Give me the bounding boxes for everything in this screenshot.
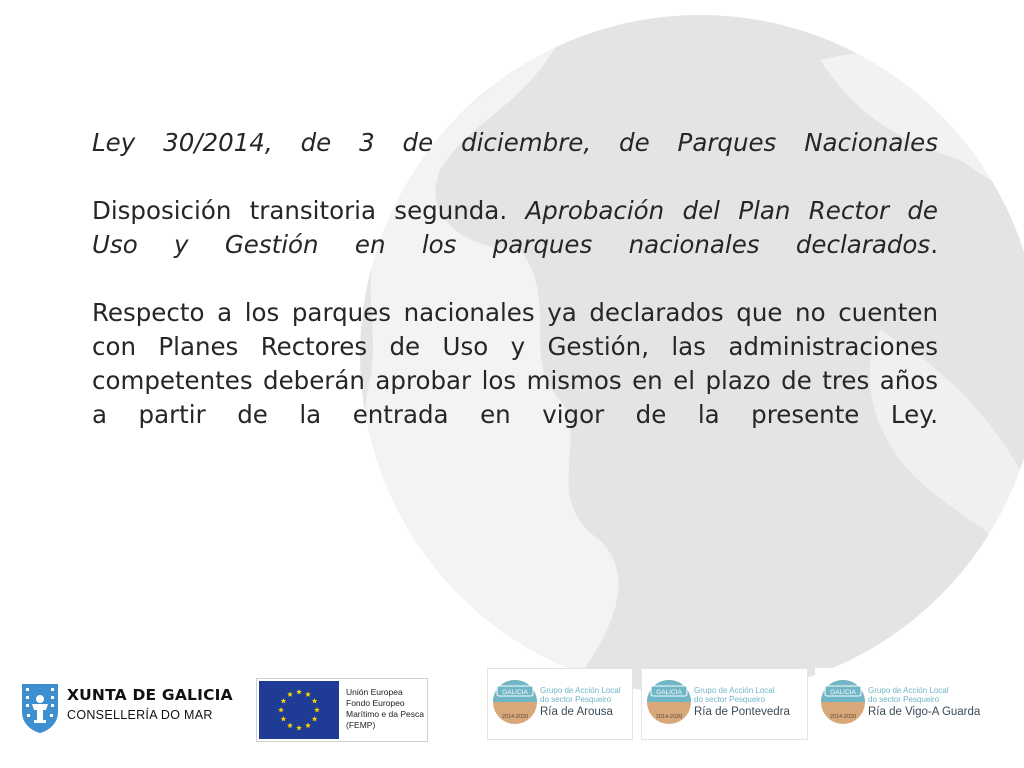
galp-badge-label: GALICIA [502,689,528,696]
galp-badge-label: GALICIA [656,689,682,696]
galp-group-line: Grupo de Acción Local [868,686,949,695]
document-body [92,126,938,432]
galicia-shield-icon [20,682,60,734]
galp-badge-label: GALICIA [830,689,856,696]
eu-text-line: Marítimo e da Pesca [346,709,424,719]
heading-label: Disposición transitoria segunda. [92,196,508,225]
eu-text-line: Unión Europea [346,687,403,697]
body-line: Respecto a los parques nacionales ya declarados que no cuenten [92,298,938,327]
body-line: con Planes Rectores de Uso y Gestión, las administraciones [92,332,938,361]
galp-badge-icon [820,677,866,727]
galp-group-line: do sector Pesqueiro [694,695,766,704]
galp-years: 2014-2020 [501,714,529,720]
eu-flag-icon [259,681,339,739]
xunta-subtitle: CONSELLERÍA DO MAR [67,708,213,722]
xunta-logo [20,682,233,738]
galp-logo-vigo [815,668,987,740]
galp-group-line: do sector Pesqueiro [540,695,612,704]
galp-name: Ría de Arousa [540,706,613,718]
body-line: a partir de la entrada en vigor de la presente Ley. [92,400,938,429]
galp-years: 2014-2020 [655,714,683,720]
law-title-line: Ley 30/2014, de 3 de diciembre, de Parques Nacionales [92,128,938,157]
galp-group-line: do sector Pesqueiro [868,695,940,704]
heading-line-1 [92,194,938,228]
eu-text-line: (FEMP) [346,720,376,730]
galp-name: Ría de Pontevedra [694,706,790,718]
heading-italic-part-1: Aprobación del Plan Rector de [525,196,938,225]
heading-italic-part-2: Uso y Gestión en los parques nacionales declarados [92,230,931,259]
heading-period: . [930,230,938,259]
heading-line-2 [92,228,938,262]
galp-group-line: Grupo de Acción Local [694,686,775,695]
eu-femp-logo [256,678,428,742]
footer-logos [0,660,1024,760]
galp-logo-arousa [487,668,633,740]
galp-name: Ría de Vigo-A Guarda [868,706,981,718]
galp-group-line: Grupo de Acción Local [540,686,621,695]
eu-text [346,687,424,731]
xunta-title: XUNTA DE GALICIA [67,686,233,704]
eu-text-line: Fondo Europeo [346,698,405,708]
galp-logo-pontevedra [641,668,808,740]
galp-group [540,686,621,704]
galp-group [694,686,775,704]
galp-years: 2014-2020 [829,714,857,720]
galp-badge-icon [492,677,538,727]
galp-group [868,686,949,704]
galp-badge-icon [646,677,692,727]
body-line: competentes deberán aprobar los mismos en el plazo de tres años [92,366,938,395]
